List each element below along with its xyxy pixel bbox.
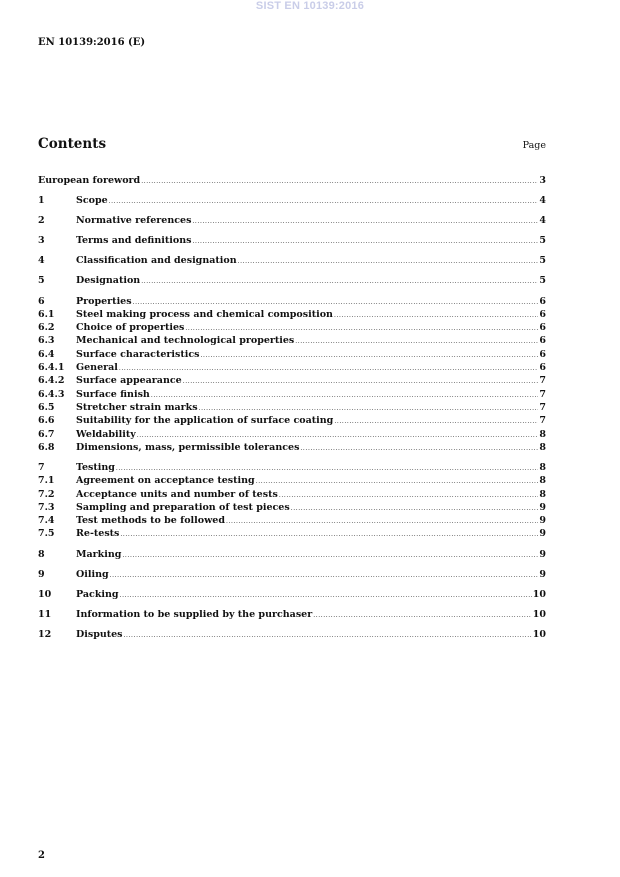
toc-dot-leader bbox=[141, 275, 538, 288]
toc-entry-number: 6.6 bbox=[38, 415, 55, 427]
toc-entry-title: Test methods to be followed bbox=[76, 515, 225, 527]
toc-entry[interactable] bbox=[38, 401, 546, 414]
toc-entry[interactable] bbox=[38, 488, 546, 501]
toc-entry[interactable] bbox=[38, 441, 546, 454]
toc-entry-title: Surface characteristics bbox=[76, 348, 200, 360]
toc-dot-leader bbox=[109, 195, 539, 208]
toc-entry-title: Surface finish bbox=[76, 388, 150, 400]
toc-entry-title: European foreword bbox=[38, 175, 141, 186]
page-column-label: Page bbox=[522, 140, 546, 151]
toc-entry-title: Scope bbox=[76, 195, 108, 207]
toc-entry[interactable] bbox=[38, 348, 546, 361]
contents-title: Contents bbox=[38, 136, 107, 152]
toc-entry-title: General bbox=[76, 362, 118, 374]
toc-entry[interactable] bbox=[38, 474, 546, 487]
toc-entry-page: 8 bbox=[539, 475, 546, 487]
toc-entry-page: 8 bbox=[539, 488, 546, 500]
toc-entry[interactable] bbox=[38, 568, 546, 581]
toc-entry-title: Normative references bbox=[76, 215, 192, 227]
toc-entry[interactable] bbox=[38, 194, 546, 207]
toc-entry[interactable] bbox=[38, 254, 546, 267]
toc-entry-page: 7 bbox=[539, 388, 546, 400]
toc-entry[interactable] bbox=[38, 628, 546, 641]
toc-dot-leader bbox=[122, 549, 538, 562]
toc-entry-number: 2 bbox=[38, 215, 45, 227]
toc-dot-leader bbox=[120, 528, 538, 541]
toc-entry[interactable] bbox=[38, 234, 546, 247]
toc-entry-title: Mechanical and technological properties bbox=[76, 335, 295, 347]
toc-entry[interactable] bbox=[38, 214, 546, 227]
toc-entry-title: Dimensions, mass, permissible tolerances bbox=[76, 441, 300, 453]
toc-entry-number: 6.4.3 bbox=[38, 388, 65, 400]
toc-entry-number: 1 bbox=[38, 195, 45, 207]
toc-entry-title: Properties bbox=[76, 295, 132, 307]
page-number: 2 bbox=[38, 850, 45, 861]
toc-entry-number: 7 bbox=[38, 461, 45, 473]
toc-entry-number: 6.4.1 bbox=[38, 362, 65, 374]
toc-entry-page: 5 bbox=[539, 255, 546, 267]
toc-entry-number: 6.5 bbox=[38, 401, 55, 413]
toc-entry-page: 6 bbox=[539, 335, 546, 347]
toc-dot-leader bbox=[183, 375, 539, 388]
toc-entry-page: 7 bbox=[539, 415, 546, 427]
toc-dot-leader bbox=[185, 322, 538, 335]
toc-entry-page: 6 bbox=[539, 348, 546, 360]
toc-entry-title: Classification and designation bbox=[76, 255, 237, 267]
toc-dot-leader bbox=[151, 389, 539, 402]
toc-entry-title: Surface appearance bbox=[76, 375, 182, 387]
toc-entry-page: 9 bbox=[539, 548, 546, 560]
toc-dot-leader bbox=[133, 296, 539, 309]
toc-dot-leader bbox=[334, 415, 538, 428]
toc-entry-title: Designation bbox=[76, 275, 141, 287]
toc-dot-leader bbox=[137, 429, 539, 442]
toc-entry[interactable] bbox=[38, 548, 546, 561]
toc-entry-number: 7.1 bbox=[38, 475, 55, 487]
toc-entry-number: 6.7 bbox=[38, 428, 55, 440]
toc-entry-page: 5 bbox=[539, 275, 546, 287]
toc-entry[interactable] bbox=[38, 388, 546, 401]
toc-entry[interactable] bbox=[38, 588, 546, 601]
toc-entry-title: Acceptance units and number of tests bbox=[76, 488, 278, 500]
toc-entry-number: 5 bbox=[38, 275, 45, 287]
toc-entry-page: 8 bbox=[539, 428, 546, 440]
toc-entry-number: 8 bbox=[38, 548, 45, 560]
toc-entry-number: 9 bbox=[38, 568, 45, 580]
toc-entry-number: 7.3 bbox=[38, 501, 55, 513]
toc-entry-title: Steel making process and chemical composition bbox=[76, 308, 333, 320]
toc-dot-leader bbox=[313, 609, 532, 622]
document-id: EN 10139:2016 (E) bbox=[38, 37, 146, 48]
toc-dot-leader bbox=[119, 362, 538, 375]
toc-entry-title: Disputes bbox=[76, 628, 123, 640]
toc-entry-title: Information to be supplied by the purchaser bbox=[76, 608, 313, 620]
toc-entry-number: 7.2 bbox=[38, 488, 55, 500]
toc-entry-title: Sampling and preparation of test pieces bbox=[76, 501, 290, 513]
watermark: SIST EN 10139:2016 bbox=[255, 0, 365, 12]
toc-entry-title: Re-tests bbox=[76, 528, 120, 540]
toc-entry[interactable] bbox=[38, 461, 546, 474]
toc-entry-page: 10 bbox=[532, 608, 546, 620]
toc-entry-title: Terms and definitions bbox=[76, 235, 192, 247]
toc-dot-leader bbox=[256, 475, 539, 488]
toc-dot-leader bbox=[279, 489, 539, 502]
toc-entry-number: 6.3 bbox=[38, 335, 55, 347]
toc-entry-page: 10 bbox=[532, 628, 546, 640]
toc-dot-leader bbox=[120, 589, 532, 602]
toc-entry-page: 9 bbox=[539, 568, 546, 580]
toc-entry-number: 6.4 bbox=[38, 348, 55, 360]
toc-entry[interactable] bbox=[38, 608, 546, 621]
toc-dot-leader bbox=[116, 462, 538, 475]
toc-entry-number: 4 bbox=[38, 255, 45, 267]
toc-entry-title: Packing bbox=[76, 588, 119, 600]
toc-entry-page: 7 bbox=[539, 375, 546, 387]
table-of-contents bbox=[38, 174, 546, 641]
toc-entry-title: Weldability bbox=[76, 428, 136, 440]
toc-entry-title: Choice of properties bbox=[76, 322, 185, 334]
toc-entry[interactable] bbox=[38, 428, 546, 441]
toc-entry-page: 8 bbox=[539, 461, 546, 473]
toc-entry-number: 6.1 bbox=[38, 308, 55, 320]
toc-entry-number: 11 bbox=[38, 608, 52, 620]
toc-entry[interactable] bbox=[38, 527, 546, 540]
toc-dot-leader bbox=[110, 569, 539, 582]
toc-entry-page: 9 bbox=[539, 501, 546, 513]
toc-entry-title: Testing bbox=[76, 461, 115, 473]
toc-dot-leader bbox=[238, 255, 539, 268]
toc-entry-title: Oiling bbox=[76, 568, 109, 580]
toc-entry[interactable] bbox=[38, 274, 546, 287]
toc-entry[interactable] bbox=[38, 321, 546, 334]
toc-entry-number: 10 bbox=[38, 588, 52, 600]
toc-dot-leader bbox=[300, 442, 538, 455]
toc-dot-leader bbox=[141, 175, 538, 188]
toc-entry-number: 7.5 bbox=[38, 528, 55, 540]
toc-dot-leader bbox=[199, 402, 539, 415]
toc-dot-leader bbox=[226, 515, 538, 528]
toc-entry[interactable] bbox=[38, 174, 546, 187]
toc-entry[interactable] bbox=[38, 501, 546, 514]
toc-entry-number: 3 bbox=[38, 235, 45, 247]
toc-entry-page: 4 bbox=[539, 215, 546, 227]
toc-entry[interactable] bbox=[38, 374, 546, 387]
toc-dot-leader bbox=[124, 629, 532, 642]
toc-dot-leader bbox=[291, 502, 539, 515]
toc-entry[interactable] bbox=[38, 414, 546, 427]
toc-entry-title: Stretcher strain marks bbox=[76, 401, 198, 413]
toc-entry-page: 6 bbox=[539, 308, 546, 320]
toc-entry-page: 9 bbox=[539, 528, 546, 540]
toc-entry-title: Agreement on acceptance testing bbox=[76, 475, 255, 487]
toc-entry-page: 8 bbox=[539, 441, 546, 453]
toc-entry-number: 6 bbox=[38, 295, 45, 307]
toc-entry-number: 12 bbox=[38, 628, 52, 640]
toc-entry[interactable] bbox=[38, 334, 546, 347]
toc-entry-page: 6 bbox=[539, 362, 546, 374]
toc-entry-page: 10 bbox=[532, 588, 546, 600]
toc-entry[interactable] bbox=[38, 514, 546, 527]
toc-entry-title: Suitability for the application of surface coating bbox=[76, 415, 334, 427]
toc-entry[interactable] bbox=[38, 361, 546, 374]
toc-entry-number: 6.8 bbox=[38, 441, 55, 453]
toc-dot-leader bbox=[192, 235, 538, 248]
toc-entry[interactable] bbox=[38, 308, 546, 321]
toc-dot-leader bbox=[192, 215, 538, 228]
toc-entry-page: 4 bbox=[539, 195, 546, 207]
toc-entry-page: 3 bbox=[539, 175, 546, 186]
toc-entry-page: 6 bbox=[539, 295, 546, 307]
toc-entry[interactable] bbox=[38, 295, 546, 308]
toc-dot-leader bbox=[334, 309, 538, 322]
toc-entry-number: 7.4 bbox=[38, 515, 55, 527]
toc-entry-page: 9 bbox=[539, 515, 546, 527]
toc-entry-page: 6 bbox=[539, 322, 546, 334]
toc-entry-title: Marking bbox=[76, 548, 122, 560]
toc-entry-number: 6.2 bbox=[38, 322, 55, 334]
toc-entry-page: 5 bbox=[539, 235, 546, 247]
toc-entry-page: 7 bbox=[539, 401, 546, 413]
toc-dot-leader bbox=[295, 335, 538, 348]
toc-entry-number: 6.4.2 bbox=[38, 375, 65, 387]
toc-dot-leader bbox=[200, 349, 538, 362]
